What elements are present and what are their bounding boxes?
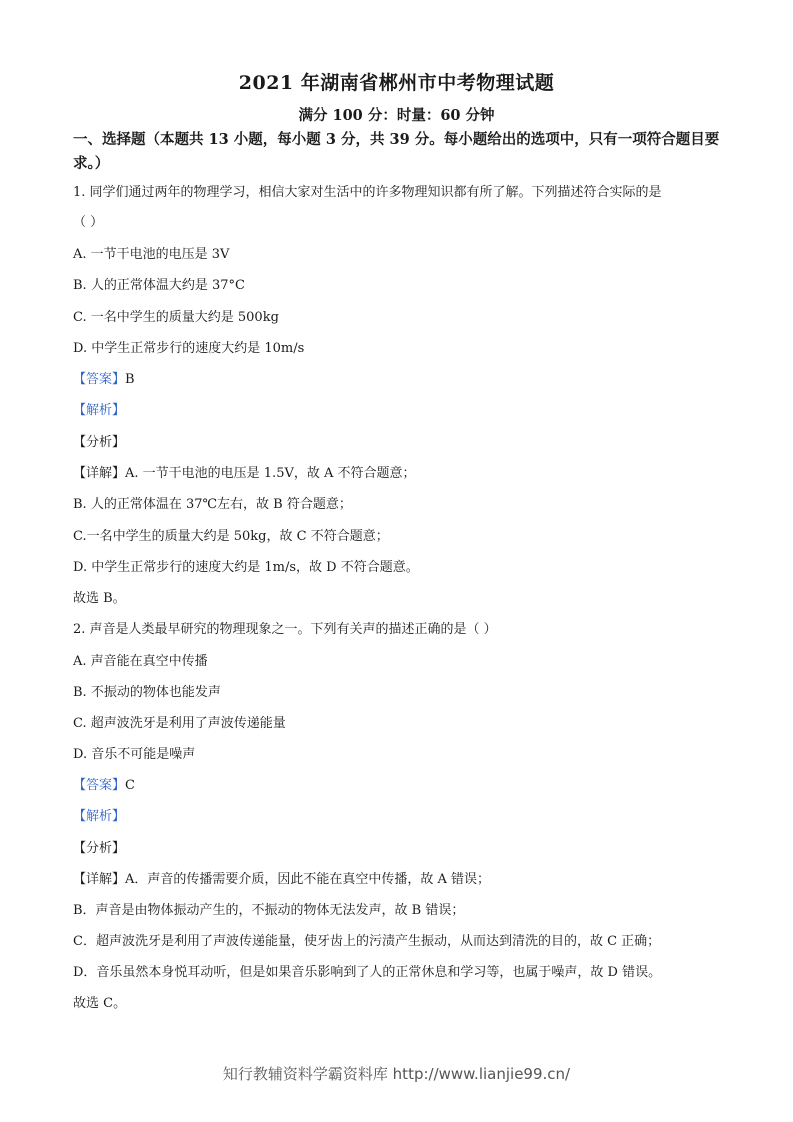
question-1-detail-3: C.一名中学生的质量大约是 50kg，故 C 不符合题意；: [73, 529, 389, 544]
question-2-detail-1: 【详解】A．声音的传播需要介质，因此不能在真空中传播，故 A 错误；: [73, 872, 491, 887]
question-1-option-d: D. 中学生正常步行的速度大约是 10m/s: [73, 341, 305, 356]
question-1-detail-2: B. 人的正常体温在 37℃左右，故 B 符合题意；: [73, 497, 352, 512]
question-2-option-a: A. 声音能在真空中传播: [73, 654, 208, 669]
question-2-detail-2: B．声音是由物体振动产生的，不振动的物体无法发声，故 B 错误；: [73, 903, 465, 918]
answer-value: C: [125, 778, 135, 793]
question-2-option-b: B. 不振动的物体也能发声: [73, 685, 221, 700]
footer-watermark: 知行教辅资料学霸资料库 http://www.lianjie99.cn/: [222, 1065, 571, 1083]
question-1-stem-cont: （ ）: [73, 215, 104, 230]
question-1-answer: [73, 371, 135, 389]
question-1-fenxi: 【分析】: [73, 435, 126, 450]
answer-tag: 【答案】: [73, 372, 126, 387]
question-1-option-c: C. 一名中学生的质量大约是 500kg: [73, 310, 279, 325]
question-1-conclusion: 故选 B。: [73, 591, 126, 606]
answer-tag: 【答案】: [73, 778, 126, 793]
page-title: 2021 年湖南省郴州市中考物理试题: [238, 72, 555, 94]
question-2-option-d: D. 音乐不可能是噪声: [73, 747, 196, 762]
question-2-answer: [73, 777, 135, 795]
question-2-option-c: C. 超声波洗牙是利用了声波传递能量: [73, 716, 286, 731]
question-1-detail-1: 【详解】A. 一节干电池的电压是 1.5V，故 A 不符合题意；: [73, 466, 416, 481]
page-subtitle: 满分 100 分：时量：60 分钟: [298, 107, 495, 124]
question-2-conclusion: 故选 C。: [73, 996, 127, 1011]
question-1-option-a: A. 一节干电池的电压是 3V: [73, 247, 230, 262]
question-1-detail-4: D. 中学生正常步行的速度大约是 1m/s，故 D 不符合题意。: [73, 560, 419, 575]
question-2-stem: 2. 声音是人类最早研究的物理现象之一。下列有关声的描述正确的是（ ）: [73, 622, 497, 637]
question-2-fenxi: 【分析】: [73, 841, 126, 856]
question-2-analysis-tag: 【解析】: [73, 809, 126, 824]
answer-value: B: [125, 372, 135, 387]
question-2-detail-4: D．音乐虽然本身悦耳动听，但是如果音乐影响到了人的正常休息和学习等，也属于噪声，故 D 错误。: [73, 965, 662, 980]
question-1-option-b: B. 人的正常体温大约是 37°C: [73, 278, 245, 293]
question-1-stem: 1. 同学们通过两年的物理学习，相信大家对生活中的许多物理知识都有所了解。下列描述符合实际的是: [73, 185, 662, 200]
question-2-detail-3: C．超声波洗牙是利用了声波传递能量，使牙齿上的污渍产生振动，从而达到清洗的目的，故 C 正确；: [73, 934, 661, 949]
section-heading: 一、选择题（本题共 13 小题，每小题 3 分，共 39 分。每小题给出的选项中，只有一项符合题目要求。）: [73, 131, 720, 172]
question-1-analysis-tag: 【解析】: [73, 403, 126, 418]
